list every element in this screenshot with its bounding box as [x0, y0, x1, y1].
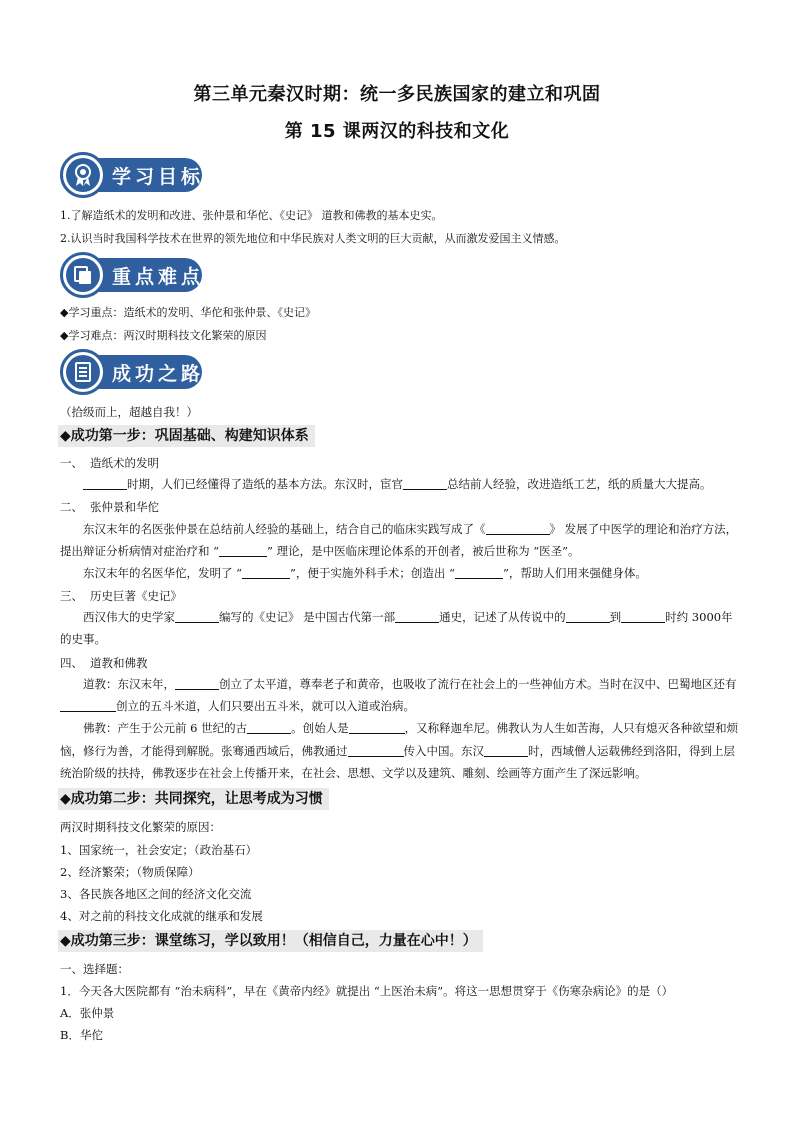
fill-blank[interactable]	[247, 720, 291, 734]
fill-blank[interactable]	[566, 609, 610, 623]
section-paragraph: 时期，人们已经懂得了造纸的基本方法。东汉时，宦官 总结前人经验，改进造纸工艺，纸的质量大大提高。	[60, 473, 740, 495]
fill-blank[interactable]	[349, 720, 405, 734]
section-heading: 二、 张仲景和华佗	[60, 500, 159, 514]
section-paragraph: 佛教：产生于公元前 6 世纪的古 。创始人是 ，又称释迦牟尼。佛教认为人生如苦海，人只有熄灭各种欲望和烦	[83, 721, 739, 735]
step1-heading: ◆成功第一步：巩固基础、构建知识体系	[58, 425, 315, 447]
question-text: 1．今天各大医院都有 “治未病科”，早在《黄帝内经》就提出 “上医治未病”。将这一思想贯穿于《伤寒杂病论》的是（）	[60, 984, 674, 998]
fill-blank[interactable]	[348, 743, 404, 757]
step2-intro: 两汉时期科技文化繁荣的原因：	[60, 820, 221, 834]
reason-item: 4、对之前的科技文化成就的继承和发展	[60, 909, 263, 923]
reason-item: 2、经济繁荣；（物质保障）	[60, 865, 200, 879]
answer-option[interactable]: A．张仲景	[60, 1006, 115, 1020]
fill-blank[interactable]	[242, 565, 290, 579]
section-paragraph: 东汉末年的名医华佗，发明了 “ ”，便于实施外科手术；创造出 “ ”，帮助人们用来强健身体。	[83, 566, 647, 580]
banner-label: 学习目标	[112, 166, 205, 188]
section-paragraph: 恼，修行为善，才能得到解脱。张骞通西域后，佛教通过 传入中国。东汉 时，西域僧人运载佛经到洛阳，得到上层	[60, 744, 735, 758]
award-ribbon-icon	[72, 163, 94, 187]
key-difficulty: ◆学习难点：两汉时期科技文化繁荣的原因	[60, 329, 267, 342]
fill-blank[interactable]	[219, 543, 267, 557]
fill-blank[interactable]	[486, 521, 550, 535]
key-focus: ◆学习重点：造纸术的发明、华佗和张仲景、《史记》	[60, 306, 316, 319]
section-paragraph: 西汉伟大的史学家 编写的《史记》 是中国古代第一部 通史，记述了从传说中的 到 时约 3000年	[83, 610, 733, 624]
folders-icon	[72, 264, 94, 286]
section-paragraph: 道教：东汉末年， 创立了太平道，尊奉老子和黄帝，也吸收了流行在社会上的一些神仙方术。当时在汉中、巴蜀地区还有	[83, 677, 737, 691]
lesson-title: 第 15 课两汉的科技和文化	[284, 121, 510, 142]
fill-blank[interactable]	[395, 609, 439, 623]
section-heading: 四、 道教和佛教	[60, 656, 148, 670]
fill-blank[interactable]	[175, 676, 219, 690]
banner-circle	[60, 152, 106, 198]
reason-item: 3、各民族各地区之间的经济文化交流	[60, 887, 252, 901]
banner-circle	[60, 252, 106, 298]
banner-circle	[60, 349, 106, 395]
answer-option[interactable]: B．华佗	[60, 1028, 103, 1042]
fill-blank[interactable]	[455, 565, 503, 579]
fill-blank[interactable]	[403, 476, 447, 490]
checklist-icon	[72, 361, 94, 383]
step2-heading: ◆成功第二步：共同探究，让思考成为习惯	[58, 788, 329, 810]
banner-label: 成功之路	[112, 363, 205, 385]
fill-blank[interactable]	[83, 476, 127, 490]
question-section: 一、选择题：	[60, 962, 129, 976]
section-paragraph: 东汉末年的名医张仲景在总结前人经验的基础上，结合自己的临床实践写成了《 》 发展了中医学的理论和治疗方法，	[83, 522, 738, 536]
motto: （拾级而上，超越自我！）	[60, 405, 198, 419]
step3-heading: ◆成功第三步：课堂练习，学以致用！（相信自己，力量在心中！）	[58, 930, 483, 952]
section-paragraph: 创立的五斗米道，人们只要出五斗米，就可以入道或治病。	[60, 695, 740, 717]
fill-blank[interactable]	[621, 609, 665, 623]
banner-label: 重点难点	[112, 266, 205, 288]
goal-item: 2.认识当时我国科学技术在世界的领先地位和中华民族对人类文明的巨大贡献，从而激发爱国主义情感。	[60, 232, 566, 245]
fill-blank[interactable]	[60, 698, 116, 712]
fill-blank[interactable]	[175, 609, 219, 623]
reason-item: 1、国家统一，社会安定；（政治基石）	[60, 843, 258, 857]
fill-blank[interactable]	[484, 743, 528, 757]
section-paragraph: 统治阶级的扶持，佛教逐步在社会上传播开来，在社会、思想、文学以及建筑、雕刻、绘画等方面产生了深远影响。	[60, 766, 647, 780]
goal-item: 1.了解造纸术的发明和改进、张仲景和华佗、《史记》 道教和佛教的基本史实。	[60, 209, 443, 222]
unit-title: 第三单元秦汉时期：统一多民族国家的建立和巩固	[193, 84, 601, 105]
section-heading: 三、 历史巨著《史记》	[60, 589, 182, 603]
section-heading: 一、 造纸术的发明	[60, 456, 159, 470]
section-paragraph: 的史事。	[60, 632, 106, 646]
section-paragraph: 提出辩证分析病情对症治疗和 “ ” 理论，是中医临床理论体系的开创者，被后世称为 “医圣”。	[60, 544, 580, 558]
